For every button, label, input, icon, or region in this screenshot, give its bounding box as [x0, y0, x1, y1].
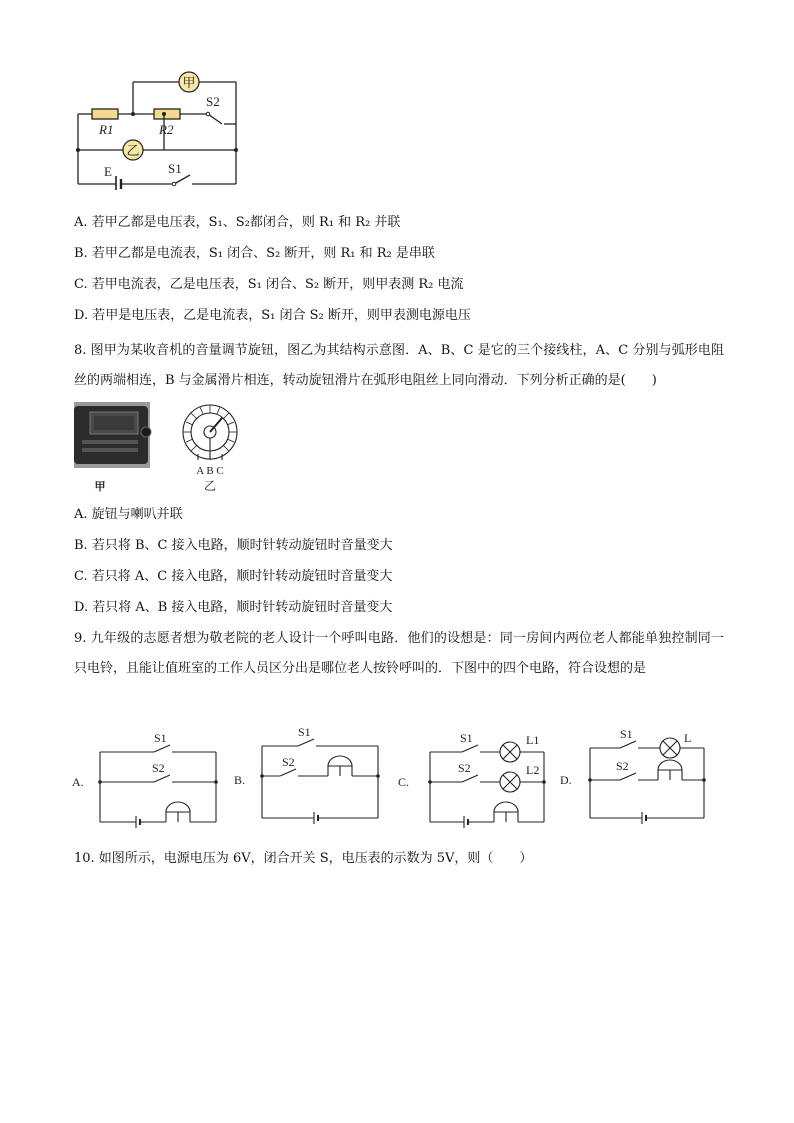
q9-label-c: C.: [398, 775, 410, 789]
q9-circuit-c: [430, 742, 544, 828]
q9-stem: 9. 九年级的志愿者想为敬老院的老人设计一个呼叫电路．他们的设想是：同一房间内两位老人都能单独控制同一只电铃，且能让值班室的工作人员区分出是哪位老人按铃呼叫的．下图中的四个电路，符合设想的是: [74, 631, 724, 676]
q9-circuit-a: [100, 745, 216, 828]
q7-option-b: B. 若甲乙都是电流表，S₁ 闭合、S₂ 断开，则 R₁ 和 R₂ 是串联: [74, 246, 435, 261]
r1-label: R1: [99, 122, 114, 137]
q9-label-a: A.: [72, 775, 84, 789]
q7-option-d: D. 若甲是电压表，乙是电流表，S₁ 闭合 S₂ 断开，则甲表测电源电压: [74, 308, 471, 323]
q8-option-a: A. 旋钮与喇叭并联: [74, 507, 183, 522]
q8-fig-jia-label: 甲: [94, 481, 106, 493]
q8-figures: [72, 402, 252, 498]
r2-label: R2: [159, 122, 174, 137]
q9-circuit-b: [262, 739, 378, 824]
q9-b-s1: S1: [298, 725, 311, 739]
q9-c-s2: S2: [458, 761, 471, 775]
q8-option-d: D. 若只将 A、B 接入电路，顺时针转动旋钮时音量变大: [74, 600, 393, 615]
q10-stem: 10. 如图所示，电源电压为 6V，闭合开关 S，电压表的示数为 5V，则（ ）: [74, 851, 533, 866]
q9-circuit-options: [70, 724, 730, 830]
q7-circuit-diagram: [70, 64, 250, 190]
q8-option-c: C. 若只将 A、C 接入电路，顺时针转动旋钮时音量变大: [74, 569, 393, 584]
meter-yi-label: 乙: [126, 143, 140, 158]
q9-b-s2: S2: [282, 755, 295, 769]
q7-option-a: A. 若甲乙都是电压表，S₁、S₂都闭合，则 R₁ 和 R₂ 并联: [74, 215, 401, 230]
q8-stem: 8. 图甲为某收音机的音量调节旋钮，图乙为其结构示意图．A、B、C 是它的三个接线柱，A、C 分别与弧形电阻丝的两端相连，B 与金属滑片相连，转动旋钮滑片在弧形电阻丝上同向滑动．下列分析正确的是( ): [74, 343, 724, 388]
q7-option-c: C. 若甲电流表，乙是电压表，S₁ 闭合、S₂ 断开，则甲表测 R₂ 电流: [74, 277, 464, 292]
q9-c-s1: S1: [460, 731, 473, 745]
s2-label: S2: [206, 94, 220, 109]
q9-c-l2: L2: [526, 763, 540, 777]
q9-label-b: B.: [234, 773, 246, 787]
q9-d-s1: S1: [620, 727, 633, 741]
meter-jia-label: 甲: [182, 75, 196, 90]
q9-label-d: D.: [560, 773, 572, 787]
q9-a-s2: S2: [152, 761, 165, 775]
s1-label: S1: [168, 161, 182, 176]
q9-c-l1: L1: [526, 733, 540, 747]
q9-circuit-d: [590, 738, 704, 824]
q9-d-s2: S2: [616, 759, 629, 773]
q8-fig-yi-label: 乙: [203, 479, 217, 493]
q9-d-l: L: [684, 731, 692, 745]
source-label: E: [104, 164, 112, 179]
q9-a-s1: S1: [154, 731, 167, 745]
q8-option-b: B. 若只将 B、C 接入电路，顺时针转动旋钮时音量变大: [74, 538, 393, 553]
q8-terminals-label: A B C: [196, 465, 224, 477]
